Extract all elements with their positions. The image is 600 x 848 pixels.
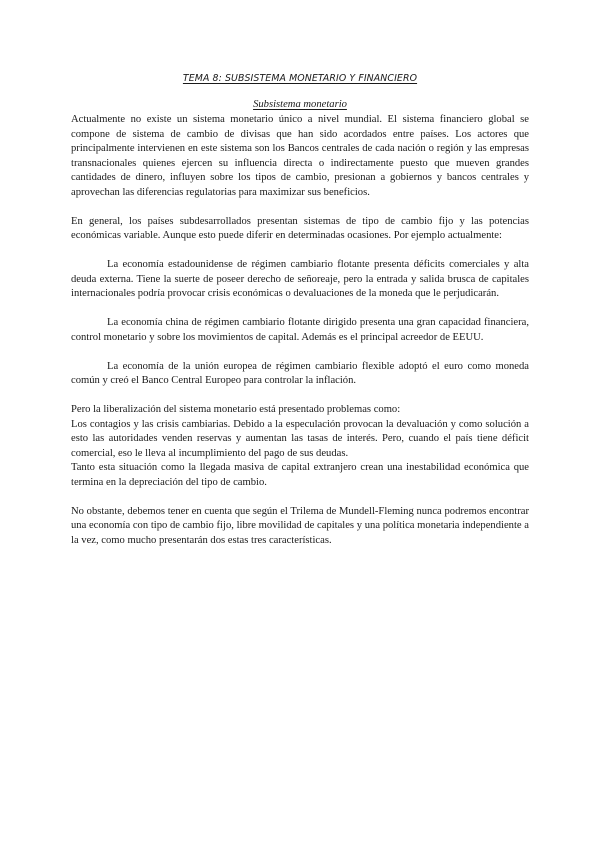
paragraph-trilemma: No obstante, debemos tener en cuenta que según el Trilema de Mundell-Fleming nunca podremos encontrar una economía con tipo de cambio fijo, libre movilidad de capitales y una política monetaria independiente a la vez, como mucho presentarán dos estas tres características. (71, 505, 529, 546)
paragraph-liberalization: Pero la liberalización del sistema monetario está presentado problemas como: (71, 404, 401, 415)
paragraph-usa: La economía estadounidense de régimen cambiario flotante presenta déficits comerciales y alta deuda externa. Tiene la suerte de poseer derecho de señoreaje, pero la entrada y salida brusca de capitales internacionales podría provocar crisis económicas o devaluaciones de la moneda que le perjudicarán. (71, 259, 529, 299)
paragraph-instability: Tanto esta situación como la llegada masiva de capital extranjero crean una inestabilidad económica que termina en la depreciación del tipo de cambio. (71, 462, 529, 488)
document-body (71, 113, 529, 548)
paragraph-intro: Actualmente no existe un sistema monetario único a nivel mundial. El sistema financiero global se compone de sistema de cambio de divisas que han sido acordados entre países. Los actores que principalmente intervienen en este sistema son los Bancos centrales de cada nación o región y las empresas transnacionales quienes ejercen su influencia directa o indirectamente puesto que mueven grandes cantidades de dinero, influyen sobre los tipos de cambio, presionan a gobiernos y bancos centrales y aprovechan las diferencias regulatorias para maximizar sus beneficios. (71, 114, 529, 198)
paragraph-eu: La economía de la unión europea de régimen cambiario flexible adoptó el euro como moneda común y creó el Banco Central Europeo para controlar la inflación. (71, 360, 529, 386)
document-title: TEMA 8: SUBSISTEMA MONETARIO Y FINANCIERO (182, 73, 418, 84)
spacer (71, 200, 529, 215)
spacer (71, 244, 529, 259)
paragraph-general: En general, los países subdesarrollados presentan sistemas de tipo de cambio fijo y las potencias económicas variable. Aunque esto puede diferir en determinadas ocasiones. Por ejemplo actualmente: (71, 215, 529, 241)
spacer (71, 490, 529, 505)
spacer (71, 345, 529, 360)
spacer (71, 389, 529, 404)
paragraph-contagion: Los contagios y las crisis cambiarias. Debido a la especulación provocan la devaluación y como solución a esto las autoridades venden reservas y aumentan las tasas de interés. Pero, cuando el país tiene déficit comercial, eso le lleva al incumplimiento del pago de sus deudas. (71, 418, 529, 459)
paragraph-china: La economía china de régimen cambiario flotante dirigido presenta una gran capacidad financiera, control monetario y sobre los movimientos de capital. Además es el principal acreedor de EEUU. (71, 317, 529, 343)
spacer (71, 302, 529, 317)
section-subtitle: Subsistema monetario (253, 99, 347, 110)
